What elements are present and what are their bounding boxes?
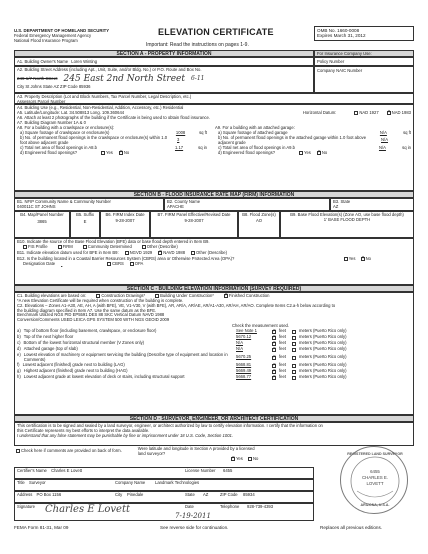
signature-label: Signature bbox=[17, 504, 35, 509]
a7-diagram: A7. Building Diagram Number 1A & 0 bbox=[17, 119, 86, 125]
b11-other-label: Other (Describe) bbox=[196, 249, 227, 255]
section-d-heading: SECTION D - SURVEYOR, ENGINEER, OR ARCHITECT CERTIFICATION bbox=[14, 415, 414, 422]
city-value: Pinedale bbox=[127, 492, 144, 497]
b8-label: B8. Flood Zone(s) bbox=[242, 212, 276, 217]
c1-finished-checkbox[interactable] bbox=[224, 294, 228, 298]
a8c-unit: sq in bbox=[198, 144, 207, 150]
c2-meters-label: meters (Puerto Rico only) bbox=[299, 368, 347, 374]
b3-label: B3. State bbox=[333, 199, 351, 204]
c2-feet-label: feet bbox=[279, 346, 286, 352]
c2-meters-checkbox[interactable] bbox=[292, 364, 296, 368]
agency-block bbox=[14, 29, 144, 44]
c2-benchmark: Benchmark Utilized NGS PID EP5591 DES 88 SKC Vertical Datum NAVD 1988 bbox=[17, 312, 165, 318]
omb-number: OMB No. 1660-0008 bbox=[317, 28, 360, 33]
agency-fema: Federal Emergency Management Agency bbox=[14, 32, 92, 38]
seal-state: ARIZONA, U.S.A. bbox=[360, 503, 390, 507]
surveyor-seal bbox=[340, 446, 408, 514]
section-c-body bbox=[14, 292, 414, 415]
c2-check-note: Check the measurement used. bbox=[232, 323, 290, 329]
phone-label: Telephone bbox=[220, 504, 240, 509]
b6-field[interactable] bbox=[100, 211, 150, 238]
b10-label: B10. Indicate the source of the Base Flood Elevation (BFE) data or base flood depth entered in Item B9. bbox=[17, 239, 210, 244]
c2-row-value[interactable]: 5669.49 bbox=[236, 368, 252, 374]
date-value: 7-19-2011 bbox=[175, 512, 211, 520]
a2-city-line: City St Johns State AZ ZIP Code 85936 bbox=[17, 84, 91, 90]
b4-field[interactable] bbox=[14, 211, 70, 238]
c2-meters-checkbox[interactable] bbox=[292, 356, 296, 360]
c2-feet-checkbox[interactable] bbox=[272, 342, 276, 346]
c1-under-construction-label: Building Under Construction* bbox=[160, 293, 214, 299]
b8-value: AO bbox=[255, 217, 263, 223]
state-value: AZ bbox=[203, 492, 209, 497]
nad27-checkbox[interactable] bbox=[354, 111, 358, 115]
seal-number: 6455 bbox=[370, 469, 380, 474]
c2-row-value[interactable]: See Note 1 bbox=[236, 328, 257, 334]
b10-other-label: Other (Describe) bbox=[146, 243, 178, 249]
footer-continuation: See reverse side for continuation. bbox=[160, 525, 229, 530]
b12-no-label: No bbox=[365, 255, 371, 261]
a2-handwritten-address: 245 East 2nd North Street bbox=[63, 73, 185, 84]
c2-feet-label: feet bbox=[279, 368, 286, 374]
c2-row-label: Top of bottom floor (including basement, crawlspace, or enclosure floor) bbox=[23, 328, 157, 334]
comments-row bbox=[16, 447, 316, 462]
b7-field[interactable] bbox=[150, 211, 238, 238]
section-a-heading: SECTION A - PROPERTY INFORMATION bbox=[14, 50, 314, 57]
c2-row-label: Highest adjacent (finished) grade next to building (HAG) bbox=[23, 368, 128, 374]
c2-feet-checkbox[interactable] bbox=[272, 336, 276, 340]
c2-meters-label: meters (Puerto Rico only) bbox=[299, 340, 347, 346]
latlong-no-label: No bbox=[253, 455, 259, 461]
a4-building-use: A4. Building Use (e.g., Residential, Non-Residential, Addition, Accessory, etc.) Residential bbox=[17, 105, 184, 110]
a3-label: A3. Property Description (Lot and Block Numbers, Tax Parcel Number, Legal Description, etc.) bbox=[17, 94, 192, 99]
b10-fis-label: FIS Profile bbox=[28, 243, 48, 249]
seal-name-first: CHARLES E. bbox=[361, 475, 389, 480]
b12-no-checkbox[interactable] bbox=[361, 257, 365, 261]
b6-value: 9-28-2007 bbox=[115, 217, 135, 223]
c2-conversion: Conversion/Comments USED LEICA GPS SYSTEM 500 WITH NGS GEOID 2009 bbox=[17, 317, 170, 323]
c2-row-label: Bottom of the lowest horizontal structural member (V Zones only) bbox=[23, 340, 145, 346]
certification-warning: I understand that any false statement may be punishable by fine or imprisonment under 18 U.S. Code, Section 1001. bbox=[17, 432, 234, 438]
a8d-no-label: No bbox=[123, 149, 130, 155]
c2-intro: C2. Elevations – Zones A1-A30, AE, AH, A (with BFE), VE, V1-V30, V (with BFE), AR, AR/A, AR/AE, AR/A1-A30, AR/AH, AR/AO. Complete Items C2.a-h below according to the building diagram specified in Item A7. Use the same datum as the BFE. bbox=[17, 302, 336, 313]
latlong-yes-label: Yes bbox=[236, 455, 243, 461]
c2-row bbox=[17, 329, 411, 335]
c2-row-label: Lowest adjacent (finished) grade next to building (LAG) bbox=[22, 362, 125, 368]
c2-row-label: Lowest elevation of machinery or equipment servicing the building (Describe type of equipment and location in Comments) bbox=[23, 351, 228, 362]
a8d-yes-checkbox[interactable] bbox=[101, 151, 105, 155]
c1-drawings-label: Construction Drawings* bbox=[101, 293, 146, 299]
b2-value: APACHE bbox=[167, 203, 184, 209]
a3-field[interactable] bbox=[14, 93, 414, 104]
license-number: 6455 bbox=[223, 468, 233, 473]
insurance-use-label: For Insurance Company Use: bbox=[314, 50, 414, 57]
c2-feet-label: feet bbox=[279, 362, 286, 368]
c2-meters-label: meters (Puerto Rico only) bbox=[299, 334, 347, 340]
c2-row-key: f) bbox=[17, 362, 20, 368]
a8c-label: c) Total net area of flood openings in A8.b bbox=[20, 144, 97, 150]
b11-navd-checkbox[interactable] bbox=[158, 251, 162, 255]
c2-feet-checkbox[interactable] bbox=[272, 348, 276, 352]
a5-latlong: A5. Latitude/Longitude: Lat. 34.508813 Long. 109.360644 bbox=[17, 109, 125, 115]
opa-label: OPA bbox=[134, 260, 144, 266]
omb-box bbox=[314, 26, 414, 41]
b5-value: E bbox=[83, 218, 87, 224]
b10-fis-checkbox[interactable] bbox=[23, 245, 27, 249]
b2-label: B2. County Name bbox=[167, 199, 201, 204]
opa-checkbox[interactable] bbox=[130, 262, 134, 266]
a4-a9-block bbox=[14, 104, 414, 191]
address-value: PO Box 1156 bbox=[36, 492, 62, 497]
form-title: ELEVATION CERTIFICATE bbox=[158, 27, 274, 37]
c2-feet-checkbox[interactable] bbox=[272, 330, 276, 334]
c2-row-value[interactable]: 5668.77 bbox=[236, 374, 252, 380]
a8b-label: b) No. of permanent flood openings in the crawlspace or enclosure(s) within 1.0 foot above adjacent grade bbox=[20, 135, 168, 145]
instructions-note: Important: Read the instructions on pages 1-9. bbox=[146, 42, 249, 48]
certification-text: This certification is to be signed and sealed by a land surveyor, engineer, or architect authorized by law to certify elevation information. I certify that the information on this Certificate represents my best efforts to interpret the data available. bbox=[17, 423, 323, 433]
seal-title: REGISTERED LAND SURVEYOR bbox=[347, 452, 403, 456]
b3-value: AZ bbox=[333, 203, 339, 209]
company-label: Company Name bbox=[115, 480, 146, 485]
a3-value: Assessors Parcel Number bbox=[17, 98, 66, 104]
address-row[interactable] bbox=[14, 491, 314, 503]
c2-meters-checkbox[interactable] bbox=[292, 336, 296, 340]
a2-label: A2. Building Street Address (including Apt., Unit, Suite, and/or Bldg. No.) or P.O. Route and Box No. bbox=[17, 67, 202, 72]
c2-meters-label: meters (Puerto Rico only) bbox=[299, 362, 347, 368]
a5-datum-label: Horizontal Datum: bbox=[302, 109, 337, 115]
c2-feet-label: feet bbox=[279, 374, 286, 380]
c2-feet-checkbox[interactable] bbox=[272, 376, 276, 380]
a8-title: A8. For a building with a crawlspace or enclosure(s): bbox=[17, 125, 115, 131]
license-label: License Number bbox=[185, 468, 216, 473]
c2-row-label: Attached garage (top of slab) bbox=[23, 346, 78, 352]
a9a-label: a) Square footage of attached garage bbox=[218, 130, 288, 136]
signature-value: Charles E Lovett bbox=[45, 504, 131, 515]
a8d-no-checkbox[interactable] bbox=[119, 151, 123, 155]
c2-feet-checkbox[interactable] bbox=[272, 356, 276, 360]
c2-row-label: Top of the next higher floor bbox=[23, 334, 74, 340]
b5-field[interactable] bbox=[70, 211, 100, 238]
b11-navd-label: NAVD 1988 bbox=[163, 249, 186, 255]
a9d-no-checkbox[interactable] bbox=[317, 151, 321, 155]
c2-feet-checkbox[interactable] bbox=[272, 370, 276, 374]
a8a-value[interactable]: 1008 bbox=[175, 130, 186, 136]
c2-row-key: b) bbox=[17, 334, 21, 340]
a8d-yes-label: Yes bbox=[106, 149, 113, 155]
c2-row-value[interactable]: 5670.25 bbox=[236, 354, 252, 360]
signature-row[interactable] bbox=[14, 503, 314, 521]
b10-community-checkbox[interactable] bbox=[83, 245, 87, 249]
b1-field[interactable] bbox=[14, 198, 164, 211]
b11-label: B11. Indicate elevation datum used for BFE in Item B9: bbox=[17, 249, 119, 255]
title-label: Title bbox=[17, 480, 25, 485]
b11-ngvd-checkbox[interactable] bbox=[125, 251, 129, 255]
a9-title: A9. For a building with an attached garage: bbox=[215, 125, 295, 131]
a9b-value[interactable]: N/A bbox=[381, 137, 388, 143]
c1-drawings-checkbox[interactable] bbox=[96, 294, 100, 298]
b11-ngvd-label: NGVD 1929 bbox=[129, 249, 153, 255]
b12-yes-label: Yes bbox=[348, 255, 356, 261]
address-label: Address bbox=[17, 492, 33, 497]
b7-value: 9-28-2007 bbox=[184, 217, 204, 223]
b9-value: 1' BASE FLOOD DEPTH bbox=[323, 216, 371, 222]
a2-field[interactable] bbox=[14, 66, 314, 93]
c2-meters-checkbox[interactable] bbox=[292, 376, 296, 380]
c2-row-key: a) bbox=[17, 328, 21, 334]
b9-label: B9. Base Flood Elevation(s) (Zone AO, use base flood depth) bbox=[290, 212, 404, 217]
c2-feet-label: feet bbox=[279, 334, 286, 340]
comments-checkbox[interactable] bbox=[16, 449, 20, 453]
a2-struck-address: 249 1/7 North Street bbox=[17, 76, 58, 82]
b10-firm-label: FIRM bbox=[62, 243, 73, 249]
a9a-value[interactable]: N/A bbox=[379, 130, 387, 136]
cbrs-checkbox[interactable] bbox=[107, 262, 111, 266]
c2-feet-checkbox[interactable] bbox=[272, 364, 276, 368]
b1-value: 040011C ST JOHNS bbox=[17, 203, 56, 209]
latlong-no-checkbox[interactable] bbox=[248, 457, 252, 461]
b12-designation-date[interactable] bbox=[61, 262, 101, 267]
a8a-unit: sq ft bbox=[199, 130, 207, 136]
latlong-question: Were latitude and longitude in Section A provided by a licensed land surveyor? bbox=[137, 446, 255, 456]
c2-rows bbox=[17, 329, 411, 381]
c1-finished-label: Finished Construction bbox=[228, 293, 270, 299]
c2-row-key: d) bbox=[17, 346, 21, 352]
b6-label: B6. FIRM Index Date bbox=[105, 212, 145, 217]
nad27-label: NAD 1927 bbox=[359, 109, 379, 115]
section-c-heading: SECTION C - BUILDING ELEVATION INFORMATION (SURVEY REQUIRED) bbox=[14, 285, 414, 292]
a8a-label: a) Square footage of crawlspace or enclosure(s) bbox=[20, 130, 110, 136]
a8c-value[interactable]: 1.17 bbox=[174, 144, 184, 150]
c2-meters-label: meters (Puerto Rico only) bbox=[299, 328, 347, 334]
c2-row-key: c) bbox=[17, 340, 21, 346]
zip-label: ZIP Code bbox=[220, 492, 238, 497]
c2-row-value[interactable]: N/A bbox=[236, 340, 243, 346]
b8-field[interactable] bbox=[238, 211, 280, 238]
nad83-label: NAD 1983 bbox=[391, 109, 411, 115]
c2-row-value[interactable]: 5668.81 bbox=[236, 362, 252, 368]
b11-other-checkbox[interactable] bbox=[191, 251, 195, 255]
seal-name-last: LOVETT bbox=[366, 481, 384, 486]
c2-meters-checkbox[interactable] bbox=[292, 370, 296, 374]
agency-dhs: U.S. DEPARTMENT OF HOMELAND SECURITY bbox=[14, 28, 110, 33]
b7-label: B7. FIRM Panel Effective/Revised Date bbox=[157, 212, 231, 217]
footer-replaces: Replaces all previous editions. bbox=[320, 525, 383, 530]
a1-value: Loren Winting bbox=[71, 58, 98, 64]
b10-community-label: Community Determined bbox=[87, 243, 132, 249]
b12-yes-checkbox[interactable] bbox=[344, 257, 348, 261]
company-name: Landmark Technologies bbox=[155, 480, 200, 485]
b4-label: B4. Map/Panel Number bbox=[20, 212, 64, 217]
date-label: Date bbox=[185, 504, 194, 509]
a8b-value[interactable]: 3 bbox=[177, 137, 180, 143]
b10-firm-checkbox[interactable] bbox=[58, 245, 62, 249]
certifier-label: Certifier's Name bbox=[17, 468, 47, 473]
c2-row-key: e) bbox=[17, 351, 21, 357]
a8d-label: d) Engineered flood openings? bbox=[20, 149, 78, 155]
cbrs-label: CBRS bbox=[112, 260, 124, 266]
section-b-heading: SECTION B - FLOOD INSURANCE RATE MAP (FIRM) INFORMATION bbox=[14, 191, 414, 198]
c2-row-value[interactable]: N/A bbox=[236, 346, 243, 352]
comments-label: Check here if comments are provided on back of form. bbox=[21, 448, 122, 454]
a9c-unit: sq in bbox=[402, 144, 411, 150]
b2-field[interactable] bbox=[164, 198, 330, 211]
c2-meters-label: meters (Puerto Rico only) bbox=[299, 374, 347, 380]
c2-meters-checkbox[interactable] bbox=[292, 348, 296, 352]
city-label: City bbox=[115, 492, 123, 497]
a1-label: A1. Building Owner's Name bbox=[17, 58, 69, 64]
footer-form-number: FEMA Form 81-31, Mar 09 bbox=[14, 525, 69, 530]
a9d-yes-checkbox[interactable] bbox=[299, 151, 303, 155]
a9c-value[interactable]: N/A bbox=[378, 144, 386, 150]
c2-meters-checkbox[interactable] bbox=[292, 342, 296, 346]
c2-row-key: g) bbox=[17, 368, 21, 374]
title-row[interactable] bbox=[14, 479, 314, 491]
c2-feet-label: feet bbox=[279, 328, 286, 334]
a6-photos: A6. Attach at least 2 photographs of the building if the Certificate is being used to obtain flood insurance. bbox=[17, 114, 210, 120]
c2-row bbox=[17, 353, 411, 363]
c2-feet-label: feet bbox=[279, 340, 286, 346]
certifier-name: Charles E Lovett bbox=[51, 468, 83, 473]
agency-nfip: National Flood Insurance Program bbox=[14, 37, 78, 43]
b12-designation-label: Designation Date bbox=[23, 260, 56, 266]
a9d-yes-label: Yes bbox=[304, 149, 311, 155]
b9-field[interactable] bbox=[280, 211, 414, 238]
policy-number-field[interactable]: Policy Number bbox=[314, 57, 414, 66]
a1-field[interactable] bbox=[14, 57, 314, 66]
c1-under-construction-checkbox[interactable] bbox=[155, 294, 159, 298]
c2-row-label: Lowest adjacent grade at lowest elevation of deck or stairs, including structural support bbox=[23, 374, 185, 380]
c2-feet-label: feet bbox=[279, 354, 286, 360]
b5-label: B5. Suffix bbox=[76, 212, 94, 217]
b12-label: B12. Is the building located in a Coastal Barrier Resources System (CBRS) area or Otherwise Protected Area (OPA)? bbox=[17, 255, 235, 261]
a9c-label: c) Total net area of flood openings in A9.b bbox=[218, 144, 295, 150]
state-label: State bbox=[185, 492, 195, 497]
c1-label: C1. Building elevations are based on: bbox=[17, 293, 87, 299]
a9d-no-label: No bbox=[321, 149, 328, 155]
c2-row bbox=[17, 375, 411, 381]
c2-row-key: h) bbox=[17, 374, 21, 380]
c2-meters-label: meters (Puerto Rico only) bbox=[299, 354, 347, 360]
b10-other-checkbox[interactable] bbox=[142, 245, 146, 249]
certifier-row[interactable] bbox=[14, 467, 314, 479]
a9b-label: b) No. of permanent flood openings in the attached garage within 1.0 foot above adjacent grade bbox=[218, 135, 367, 145]
omb-expiry: Expires March 31, 2012 bbox=[317, 33, 366, 39]
nad83-checkbox[interactable] bbox=[387, 111, 391, 115]
b1-label: B1. NFIP Community Name & Community Number bbox=[17, 199, 111, 204]
c1-note: *A new Elevation Certificate will be required when construction of the building is complete. bbox=[17, 297, 184, 303]
latlong-yes-checkbox[interactable] bbox=[231, 457, 235, 461]
b4-value: 3865 bbox=[37, 218, 47, 224]
b3-field[interactable] bbox=[330, 198, 414, 211]
certifier-title: Surveyor bbox=[28, 480, 46, 485]
phone-value: 928-739-4393 bbox=[247, 504, 274, 509]
b10-b12-block bbox=[14, 238, 414, 285]
c2-row-value[interactable]: 5670.12 bbox=[236, 334, 252, 340]
a9d-label: d) Engineered flood openings? bbox=[218, 149, 276, 155]
c2-meters-checkbox[interactable] bbox=[292, 330, 296, 334]
c2-meters-label: meters (Puerto Rico only) bbox=[299, 346, 347, 352]
a2-handwritten-note: 6-11 bbox=[190, 74, 205, 82]
certification-block bbox=[14, 422, 414, 446]
zip-value: 85934 bbox=[243, 492, 255, 497]
naic-number-field[interactable]: Company NAIC Number bbox=[314, 66, 414, 93]
a9a-unit: sq ft bbox=[403, 130, 411, 136]
